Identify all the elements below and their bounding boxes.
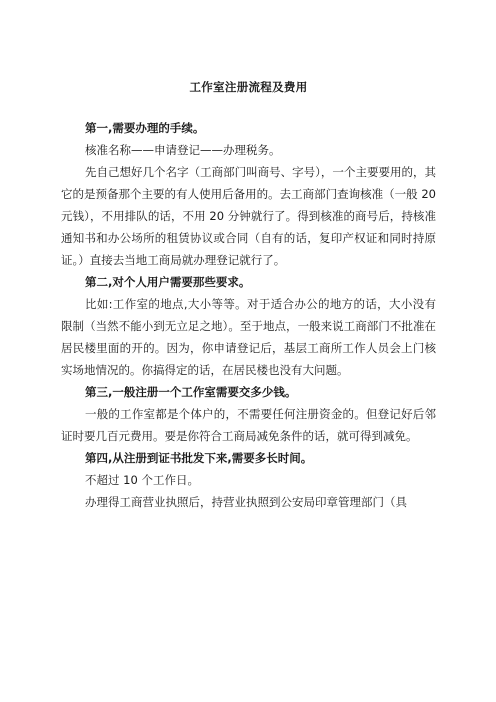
paragraph: 先自己想好几个名字（工商部门叫商号、字号），一个主要要用的，其它的是预备那个主要的有人使用后备用的。去工商部门查询核准（一般 20 元钱），不用排队的话，不用 20 分钟就行了。得到核准的商号后，持核准通知书和办公场所的租赁协议或合同（自有的话，复印产权证和同时持原证。）直接去当地工商局就办理登记就行了。 bbox=[61, 165, 436, 267]
section-heading: 第四,从注册到证书批发下来,需要多长时间。 bbox=[85, 451, 313, 465]
section-duration bbox=[61, 447, 436, 513]
paragraph: 不超过 10 个工作日。 bbox=[85, 473, 199, 487]
document-title: 工作室注册流程及费用 bbox=[189, 80, 308, 94]
paragraph: 核准名称——申请登记——办理税务。 bbox=[85, 143, 281, 157]
section-heading: 第三,一般注册一个工作室需要交多少钱。 bbox=[85, 385, 297, 399]
paragraph: 比如:工作室的地点,大小等等。对于适合办公的地方的话，大小没有限制（当然不能小到无立足之地）。至于地点，一般来说工商部门不批准在居民楼里面的开的。因为，你申请登记后，基层工商所工作人员会上门核实场地情况的。你搞得定的话，在居民楼也没有大问题。 bbox=[61, 297, 436, 377]
section-heading: 第一,需要办理的手续。 bbox=[85, 121, 205, 135]
section-heading: 第二,对个人用户需要那些要求。 bbox=[85, 275, 251, 289]
paragraph: 办理得工商营业执照后，持营业执照到公安局印章管理部门（具 bbox=[85, 495, 407, 509]
section-requirements bbox=[61, 271, 436, 381]
section-procedures bbox=[61, 117, 436, 271]
section-fees bbox=[61, 381, 436, 447]
paragraph: 一般的工作室都是个体户的，不需要任何注册资金的。但登记好后邻证时要几百元费用。要是你符合工商局减免条件的话，就可得到减免。 bbox=[61, 407, 436, 443]
